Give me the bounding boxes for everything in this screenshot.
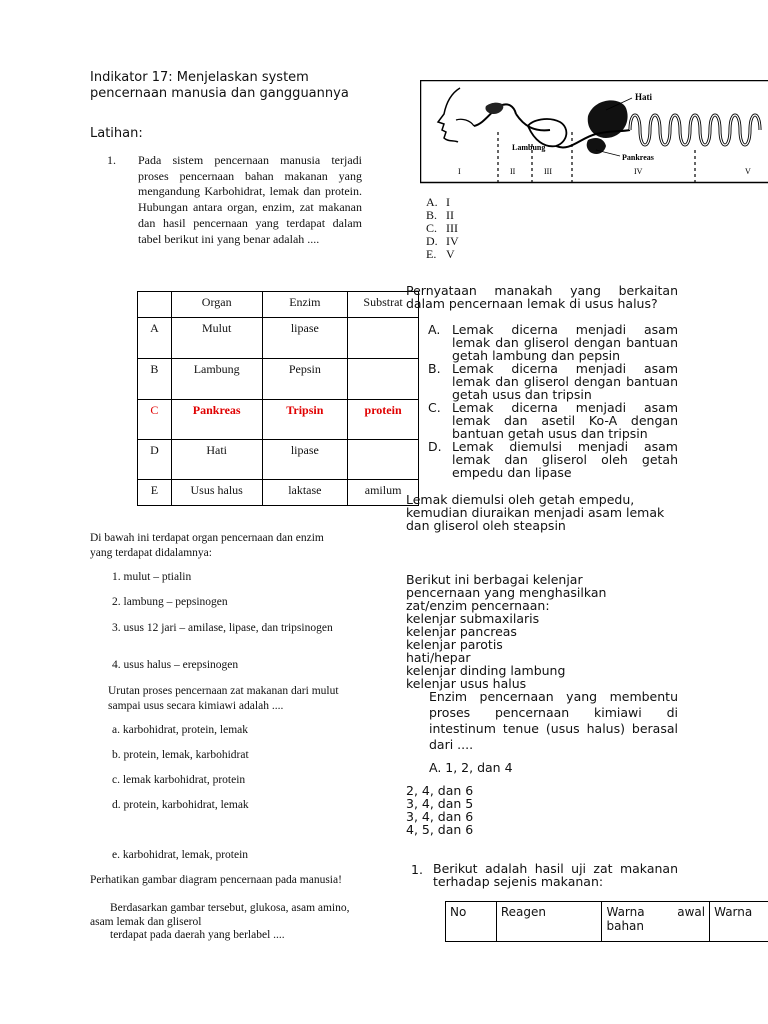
table-header-row: [446, 902, 768, 942]
gland-item: kelenjar parotis: [406, 637, 503, 652]
table-header-cell: Substrat: [348, 292, 419, 318]
table-row: [138, 480, 419, 506]
diagram-region-label: II: [510, 167, 516, 176]
option-text: Lemak dicerna menjadi asam lemak dan asetil Ko-A dengan bantuan getah usus dan tripsin: [452, 400, 678, 441]
question-2-option: a. karbohidrat, protein, lemak: [112, 724, 249, 736]
option-text: IV: [446, 234, 459, 248]
latihan-label: Latihan:: [90, 126, 143, 141]
row-label: E: [138, 480, 172, 506]
option-label: B.: [428, 361, 441, 376]
diagram-label-pankreas: Pankreas: [622, 153, 654, 162]
question-6-table: [445, 901, 768, 942]
table-header-cell: Warna awal bahan: [602, 902, 710, 942]
question-4-options: [428, 323, 678, 479]
row-label: B: [138, 359, 172, 400]
question-3-text-continued: terdapat pada daerah yang berlabel ....: [110, 929, 285, 941]
question-3-intro: Perhatikan gambar diagram pencernaan pada manusia!: [90, 874, 342, 886]
question-3-option: [426, 248, 459, 261]
question-1-number: 1.: [107, 153, 116, 167]
question-4-option: [428, 401, 678, 440]
question-2-item: 4. usus halus – erepsinogen: [112, 659, 239, 671]
option-label: D.: [428, 439, 442, 454]
organ-cell: Lambung: [171, 359, 262, 400]
question-1-text: Pada sistem pencernaan manusia terjadi proses pencernaan bahan makanan yang mengandung Karbohidrat, lemak dan protein. Hubungan antara organ, enzim, zat makanan dan hasil pencernaan yang terdapat dalam tabel berikut ini yang benar adalah ....: [138, 153, 362, 246]
diagram-region-label: IV: [634, 167, 643, 176]
table-header-cell: Warna: [710, 902, 768, 942]
question-2-option: b. protein, lemak, karbohidrat: [112, 749, 249, 761]
option-label: A.: [426, 195, 438, 209]
table-row: [138, 440, 419, 480]
question-5-option-a: A. 1, 2, dan 4: [429, 760, 513, 775]
substrat-cell: amilum: [348, 480, 419, 506]
gland-item: kelenjar usus halus: [406, 676, 527, 691]
question-5-option: 2, 4, dan 6: [406, 783, 474, 798]
option-label: E.: [426, 247, 437, 261]
question-1-table: [137, 291, 419, 506]
question-5-option: 3, 4, dan 6: [406, 809, 474, 824]
organ-cell: Pankreas: [171, 400, 262, 440]
question-4-option-e: Lemak diemulsi oleh getah empedu, kemudian diuraikan menjadi asam lemak dan gliserol oleh steapsin: [406, 492, 665, 533]
option-label: D.: [426, 234, 438, 248]
option-label: C.: [426, 221, 438, 235]
question-2-option: e. karbohidrat, lemak, protein: [112, 849, 249, 861]
question-4-option: [428, 362, 678, 401]
digestive-system-diagram: [420, 80, 768, 184]
question-6-number: 1.: [411, 862, 423, 877]
option-label: C.: [428, 400, 441, 415]
question-5-list: [406, 612, 565, 690]
organ-cell: Mulut: [171, 318, 262, 359]
option-text: II: [446, 208, 454, 222]
question-5-more-options: [406, 784, 473, 836]
diagram-region-label: I: [458, 167, 461, 176]
question-5-option: 3, 4, dan 5: [406, 796, 474, 811]
organ-cell: Usus halus: [171, 480, 262, 506]
enzim-cell: laktase: [262, 480, 348, 506]
option-text: Lemak dicerna menjadi asam lemak dan gliserol dengan bantuan getah usus dan tripsin: [452, 361, 678, 402]
question-2-item: 3. usus 12 jari – amilase, lipase, dan tripsinogen: [112, 622, 333, 634]
table-row: [138, 359, 419, 400]
table-header-cell: [138, 292, 172, 318]
option-label: B.: [426, 208, 438, 222]
question-4-option: [428, 440, 678, 479]
question-3-options: [426, 196, 459, 261]
question-5-option: 4, 5, dan 6: [406, 822, 474, 837]
table-header-cell: No: [446, 902, 497, 942]
gland-item: kelenjar dinding lambung: [406, 663, 566, 678]
question-2-item: 1. mulut – ptialin: [112, 571, 192, 583]
table-header-cell: Enzim: [262, 292, 348, 318]
option-text: V: [446, 247, 455, 261]
diagram-region-label: III: [544, 167, 552, 176]
enzim-cell: Pepsin: [262, 359, 348, 400]
option-text: Lemak dicerna menjadi asam lemak dan gliserol dengan bantuan getah lambung dan pepsin: [452, 322, 678, 363]
substrat-cell: protein: [348, 400, 419, 440]
substrat-cell: [348, 318, 419, 359]
row-label: C: [138, 400, 172, 440]
table-header-cell: Organ: [171, 292, 262, 318]
question-4-text: Pernyataan manakah yang berkaitan dalam pencernaan lemak di usus halus?: [406, 283, 678, 311]
question-6-text: Berikut adalah hasil uji zat makanan terhadap sejenis makanan:: [433, 861, 678, 889]
question-4-option: [428, 323, 678, 362]
substrat-cell: [348, 359, 419, 400]
table-row: [138, 318, 419, 359]
enzim-cell: lipase: [262, 440, 348, 480]
table-row-highlighted: [138, 400, 419, 440]
question-3-text: Berdasarkan gambar tersebut, glukosa, asam amino, asam lemak dan gliserol: [90, 902, 350, 928]
enzim-cell: Tripsin: [262, 400, 348, 440]
enzim-cell: lipase: [262, 318, 348, 359]
question-5-intro: Berikut ini berbagai kelenjar pencernaan yang menghasilkan zat/enzim pencernaan:: [406, 572, 607, 613]
question-2-item: 2. lambung – pepsinogen: [112, 596, 228, 608]
diagram-region-label: V: [745, 167, 751, 176]
row-label: D: [138, 440, 172, 480]
table-header-row: [138, 292, 419, 318]
diagram-label-hati: Hati: [635, 92, 652, 102]
option-text: III: [446, 221, 458, 235]
gland-item: kelenjar submaxilaris: [406, 611, 540, 626]
option-text: I: [446, 195, 450, 209]
row-label: A: [138, 318, 172, 359]
question-2-question: Urutan proses pencernaan zat makanan dari mulut sampai usus secara kimiawi adalah ....: [108, 685, 339, 712]
organ-cell: Hati: [171, 440, 262, 480]
substrat-cell: [348, 440, 419, 480]
question-2-option: d. protein, karbohidrat, lemak: [112, 799, 249, 811]
indicator-heading: Indikator 17: Menjelaskan system pencernaan manusia dan gangguannya: [90, 70, 349, 101]
option-label: A.: [428, 322, 441, 337]
table-header-cell: Reagen: [496, 902, 602, 942]
question-2-option: c. lemak karbohidrat, protein: [112, 774, 246, 786]
question-5-question: Enzim pencernaan yang membentu proses pencernaan kimiawi di intestinum tenue (usus halus) berasal dari ....: [429, 689, 678, 752]
gland-item: hati/hepar: [406, 650, 471, 665]
gland-item: kelenjar pancreas: [406, 624, 517, 639]
diagram-label-lambung: Lambung: [512, 143, 546, 152]
question-2-intro: Di bawah ini terdapat organ pencernaan dan enzim yang terdapat didalamnya:: [90, 532, 324, 559]
option-text: Lemak diemulsi menjadi asam lemak dan gliserol oleh getah empedu dan lipase: [452, 439, 678, 480]
